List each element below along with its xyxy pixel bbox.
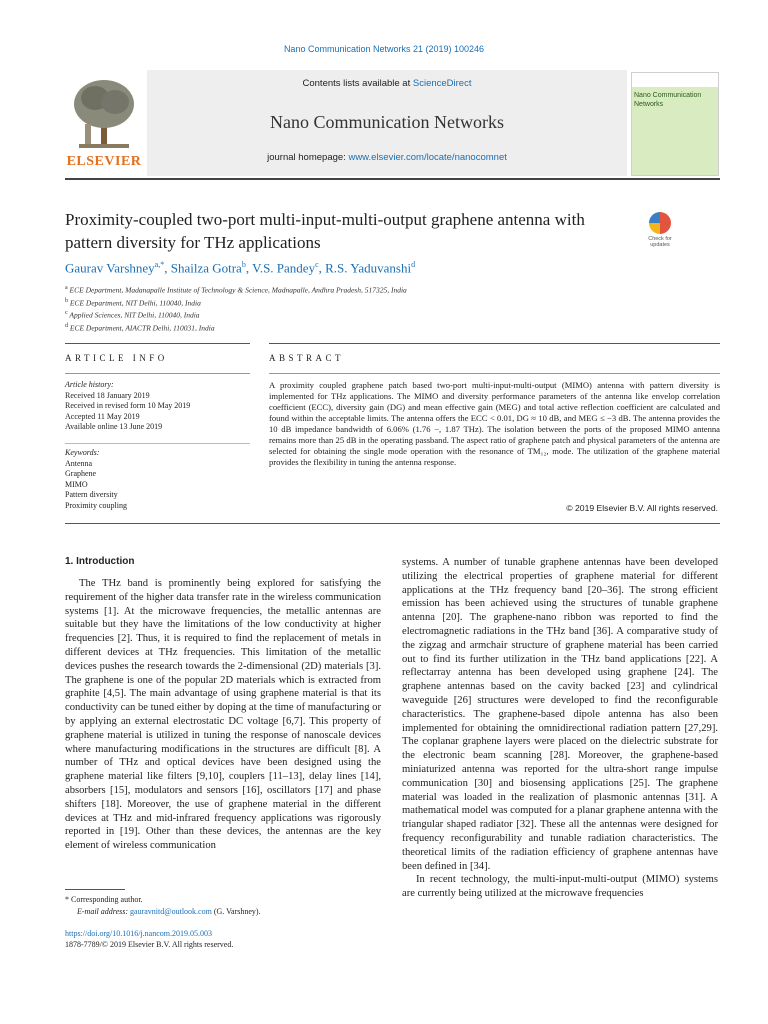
introduction-heading: 1. Introduction: [65, 556, 135, 567]
affiliation-marker: c: [65, 310, 68, 316]
keyword-item: Pattern diversity: [65, 490, 118, 499]
footnote-divider: [65, 889, 125, 890]
keywords-section: [65, 448, 250, 511]
affiliation-text: ECE Department, AIACTR Delhi, 110031, India: [69, 323, 215, 332]
issn-copyright-line: 1878-7789/© 2019 Elsevier B.V. All rights reserved.: [65, 940, 234, 949]
keywords-label: Keywords:: [65, 448, 100, 457]
abstract-text: A proximity coupled graphene patch based two-port multi-input-multi-output (MIMO) antenna with pattern diversity is implemented for THz applications. The MIMO and diversity performance parameters of the antenna like envelop correlation coefficient (ECC), diversity gain (DG) and mean effective gain (MEG) and total active reflection coefficient are calculated and found within the acceptable limits. The antenna offers the ECC < 0.01, DG ≈ 10 dB, and MEG ≤ −3 dB. The antenna provides the 10 dB impedance bandwidth of 6.06% (1.76 −, 1.87 THz). The isolation between the ports of the proposed MIMO antenna remains more than 25 dB in the operating passband. The aspect ratio of graphene patch and physical parameters of the antenna are selected for obtaining the single mode operation with the resonance of TM₁₂, mode. The utilization of the graphene material provides the flexibility in tuning the antenna response.: [269, 380, 720, 467]
homepage-prefix: journal homepage:: [267, 152, 349, 163]
cover-title: Nano Communication Networks: [634, 92, 702, 108]
body-column-left: [65, 577, 381, 853]
corresponding-label: Corresponding author.: [71, 895, 143, 904]
article-info-subdivider: [65, 373, 250, 374]
affiliation-item: [65, 283, 407, 296]
affiliation-list: [65, 283, 407, 333]
author-affiliation-marker[interactable]: d: [411, 260, 416, 269]
journal-homepage-line: [147, 152, 627, 163]
body-paragraph: systems. A number of tunable graphene antennas have been developed utilizing the electrical properties of graphene material for different applications at the THz frequency band [20–36]. The strong efficient emission has been achieved using the structures of tunable graphene antenna [20]. The graphene-nano ribbon was reported to find the electromagnetic radiations in the THz band [36]. A comparative study of the zigzag and armchair structure of graphene material has been carried out to find its further utilization in the THz band applications [22]. A reflectarray antenna has been developed using graphene [24]. The graphene antennas based on the cavity backed [23] and cylindrical waveguide [26] structures were developed to find the reconfigurable characteristics. The graphene-based dipole antenna has also been implemented for obtaining the omnidirectional radiation pattern [27,29]. The coplanar graphene layers were placed on the dielectric substrate for the electronic beam scanning [28]. Moreover, the graphene-based miniaturized antenna was reported for the ultra-short range impulse communication [30] and biosensing applications [25]. The graphene material was loaded in the realization of plasmonic antennas [31]. A mathematical model was computed for a planar graphene antenna with the triangular shaped radiator [32]. These all the antennas were designed for frequency reconfigurability and tunable radiation characteristics. The theoretical limits of the radiation efficiency of graphene antennas have been defined in [34].: [402, 557, 718, 872]
keyword-item: Graphene: [65, 469, 97, 478]
contents-line: [147, 78, 627, 89]
check-for-updates-badge[interactable]: [644, 212, 676, 252]
affiliation-item: [65, 296, 407, 309]
journal-title: Nano Communication Networks: [270, 112, 504, 132]
journal-masthead: [65, 70, 720, 176]
footnote-marker: *: [65, 895, 69, 904]
affiliation-marker: b: [65, 297, 68, 304]
abstract-subdivider: [269, 373, 720, 374]
affiliation-text: Applied Sciences, NIT Delhi, 110040, India: [69, 310, 200, 320]
elsevier-wordmark: ELSEVIER: [66, 154, 142, 169]
author-name[interactable]: V.S. Pandey: [252, 260, 316, 276]
elsevier-tree-logo: [65, 74, 143, 172]
article-info-divider: [65, 343, 250, 344]
abstract-heading: ABSTRACT: [269, 353, 345, 363]
keyword-item: Proximity coupling: [65, 500, 127, 510]
abstract-copyright: © 2019 Elsevier B.V. All rights reserved.: [566, 503, 718, 513]
masthead-divider: [65, 178, 720, 180]
sciencedirect-link[interactable]: ScienceDirect: [412, 78, 472, 89]
history-label: Article history:: [65, 380, 114, 389]
author-affiliation-marker[interactable]: c: [315, 260, 319, 269]
journal-cover-thumbnail[interactable]: [631, 72, 719, 176]
author-name[interactable]: Shailza Gotra: [170, 260, 242, 276]
abstract-divider: [269, 343, 720, 344]
journal-homepage-link[interactable]: www.elsevier.com/locate/nanocomnet: [348, 152, 507, 163]
history-item: Received in revised form 10 May 2019: [65, 401, 191, 410]
history-item: Accepted 11 May 2019: [65, 411, 140, 421]
doi-link[interactable]: https://doi.org/10.1016/j.nancom.2019.05.003: [65, 929, 212, 938]
cover-header-band: [632, 73, 718, 87]
crossmark-icon: [649, 212, 671, 234]
corresponding-author-note: [65, 894, 261, 906]
article-history: [65, 380, 250, 433]
author-name[interactable]: R.S. Yaduvanshi: [325, 260, 412, 276]
body-paragraph: In recent technology, the multi-input-multi-output (MIMO) systems are currently being utilized at the microwave frequencies: [402, 874, 718, 900]
affiliation-item: [65, 308, 407, 321]
affiliation-marker: d: [65, 322, 68, 329]
crossmark-label: Check for updates: [648, 236, 672, 248]
author-name[interactable]: Gaurav Varshney: [65, 260, 155, 276]
email-note: [65, 906, 261, 918]
history-item: Available online 13 June 2019: [65, 422, 163, 431]
keyword-item: Antenna: [65, 458, 93, 468]
body-column-right: [402, 556, 718, 901]
article-footer: [65, 928, 233, 950]
affiliation-text: ECE Department, Madanapalle Institute of Technology & Science, Madnapalle, Andhra Pradesh, 517325, India: [69, 285, 407, 295]
author-affiliation-marker[interactable]: b: [241, 260, 246, 269]
masthead-panel: [147, 70, 627, 176]
affiliation-item: [65, 321, 407, 334]
email-suffix: (G. Varshney).: [213, 907, 261, 916]
body-paragraph: The THz band is prominently being explored for satisfying the requirement of the higher data transfer rate in the wireless communication systems [1]. At the microwave frequencies, the metallic antennas are suitable but they have the limitations of the low conductivity at higher frequencies [2]. Thus, it is required to find the replacement of metals in different devices at THz frequencies. This limitation of the metallic devices pushes the research towards the 2-dimensional (2D) materials [3]. The graphene is one of the popular 2D materials which is extracted from graphite [4,5]. The main advantage of using graphene material is that its conductivity can be tuned either by doping at the time of manufacturing or by applying an external electrostatic DC voltage [6,7]. This property of graphene material is utilized in tuning the response of nanoscale devices where manufacturing modifications in the structures are difficult [8]. A number of THz and optical devices have been designed using the graphene material like filters [9,10], couplers [11–13], delay lines [14], absorbers [15], modulators and sensors [16], oscillators [17] and phase shifters [18]. Moreover, the use of graphene material in the different devices at THz and mid-infrared frequency applications was rigorously reported in [19]. Other than these devices, the antennas are the key element of wireless communication: [65, 578, 381, 852]
contents-prefix: Contents lists available at: [302, 78, 413, 89]
paper-title: Proximity-coupled two-port multi-input-multi-output graphene antenna with pattern diversity for THz applications: [65, 210, 585, 252]
author-list: Gaurav Varshney$^{a,*}$, Shailza Gotra$^b$, V.S. Pandey$^c$, R.S. Yaduvanshi$^d$: [65, 260, 416, 276]
keyword-item: MIMO: [65, 479, 88, 489]
journal-reference-link[interactable]: Nano Communication Networks 21 (2019) 100246: [283, 44, 485, 54]
keywords-divider: [65, 443, 250, 444]
history-item: Received 18 January 2019: [65, 390, 150, 400]
affiliation-marker: a: [65, 285, 68, 291]
abstract-bottom-divider: [65, 523, 720, 524]
article-info-heading: ARTICLE INFO: [65, 353, 168, 363]
author-affiliation-marker[interactable]: a,*: [154, 260, 165, 269]
email-link[interactable]: gauravnitd@outlook.com: [130, 907, 212, 916]
footnotes: [65, 894, 261, 918]
affiliation-text: ECE Department, NIT Delhi, 110040, India: [69, 298, 201, 307]
email-label: E-mail address:: [77, 907, 129, 916]
